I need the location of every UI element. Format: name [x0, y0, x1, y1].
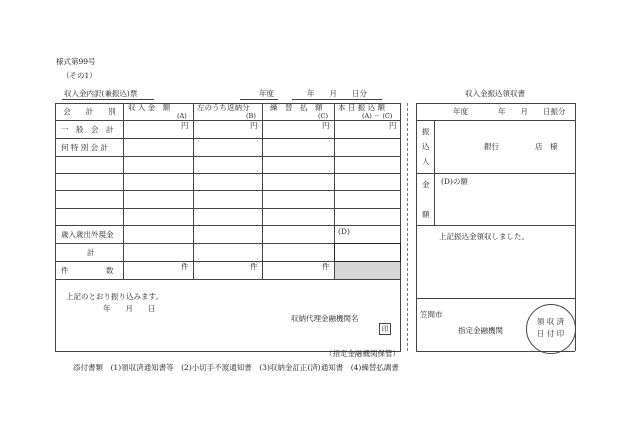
count-label: 件 数 [61, 266, 114, 275]
transfer-notice: 上記のとおり振り込みます。 [66, 292, 163, 301]
form-number: 様式第99号 [56, 57, 96, 66]
left-month: 年 月 日分 [307, 89, 367, 98]
header-substitute-sub: (C) [318, 112, 329, 120]
header-refund: 左のうち返納分 [197, 103, 250, 112]
receipt-line-4 [416, 298, 575, 299]
payer-char-2: 込 [422, 142, 430, 151]
header-income: 収 入 金 額 [128, 103, 171, 112]
table-right [400, 103, 401, 351]
row-line-3 [55, 173, 401, 174]
agency-name-label: 収納代理金融機関名 [291, 314, 359, 323]
keeper-note: （指定金融機関保管） [325, 349, 400, 358]
form-sub: （その1） [62, 71, 97, 80]
receipt-line-3 [416, 225, 575, 226]
left-title: 収入金内訳(兼振込)票 [64, 89, 138, 98]
left-month-underline [292, 99, 382, 100]
receipt-line-1 [416, 120, 575, 121]
attachments-line: 添付書類 (1)領収済通知書等 (2)小切手不渡通知書 (3)収納金訂正(済)通知書 (4)繰替払調書 [73, 363, 399, 372]
header-account: 会 計 別 [63, 107, 116, 116]
city-name: 笠間市 [420, 310, 443, 319]
yen-income: 円 [181, 121, 189, 130]
row-label-external: 歳入歳出外現金 [61, 230, 114, 239]
transfer-date: 年 月 日 [103, 304, 156, 313]
receipt-right [575, 103, 576, 351]
payer-char-1: 振 [422, 127, 430, 136]
count-shaded-cell [335, 262, 400, 279]
receipt-top [416, 103, 575, 104]
total-transfer-cell [334, 243, 401, 262]
count-unit-3: 件 [322, 262, 330, 271]
row-label-total: 計 [87, 248, 95, 257]
header-refund-sub: (B) [246, 112, 256, 120]
col-line-3 [262, 103, 263, 279]
receipt-year: 年度 [453, 107, 468, 116]
stamp-line-1: 領 収 済 [536, 317, 565, 326]
left-title-underline [62, 99, 154, 100]
count-unit-1: 件 [181, 262, 189, 271]
row-line-2 [55, 156, 401, 157]
stamp-line-2: 日 付 印 [536, 329, 565, 338]
row-line-6 [55, 225, 401, 226]
row-label-special: 何 特 別 会 計 [61, 143, 109, 152]
payer-char-3: 人 [422, 157, 430, 166]
receipt-line-2 [416, 173, 575, 174]
amount-char-1: 金 [422, 180, 430, 189]
header-transfer: 本 日 振 込 額 [338, 103, 386, 112]
perforation-line [407, 103, 408, 351]
right-title: 収入金振込領収書 [465, 89, 525, 98]
receipt-month: 年 月 日振分 [498, 107, 566, 116]
d-amount-label: (D)の額 [441, 177, 468, 186]
row-line-1 [55, 138, 401, 139]
row-line-4 [55, 190, 401, 191]
header-transfer-sub: (A) － (C) [362, 112, 393, 120]
receipt-label-divider [434, 120, 435, 225]
row-label-general: 一 般 会 計 [61, 125, 114, 134]
yen-substitute: 円 [322, 121, 330, 130]
count-unit-2: 件 [250, 262, 258, 271]
seal-mark: 印 [379, 323, 391, 335]
header-income-sub: (A) [177, 112, 187, 120]
receipt-left [416, 103, 417, 351]
row-line-5 [55, 208, 401, 209]
col-line-1 [123, 103, 124, 279]
amount-char-2: 額 [422, 210, 430, 219]
yen-refund: 円 [250, 121, 258, 130]
d-label: (D) [338, 227, 350, 236]
branch-label: 店 様 [535, 142, 558, 151]
row-line-9 [55, 279, 401, 280]
bank-label: 銀行 [484, 142, 499, 151]
left-year: 年度 [259, 89, 274, 98]
col-line-2 [193, 103, 194, 279]
yen-transfer: 円 [389, 121, 397, 130]
left-year-underline [240, 99, 278, 100]
row-line-0 [55, 120, 401, 121]
designated-bank: 指定金融機関 [458, 326, 503, 335]
header-substitute: 繰 替 払 額 [270, 103, 323, 112]
received-notice: 上記振込金領収しました。 [439, 232, 529, 241]
table-left [55, 103, 56, 351]
